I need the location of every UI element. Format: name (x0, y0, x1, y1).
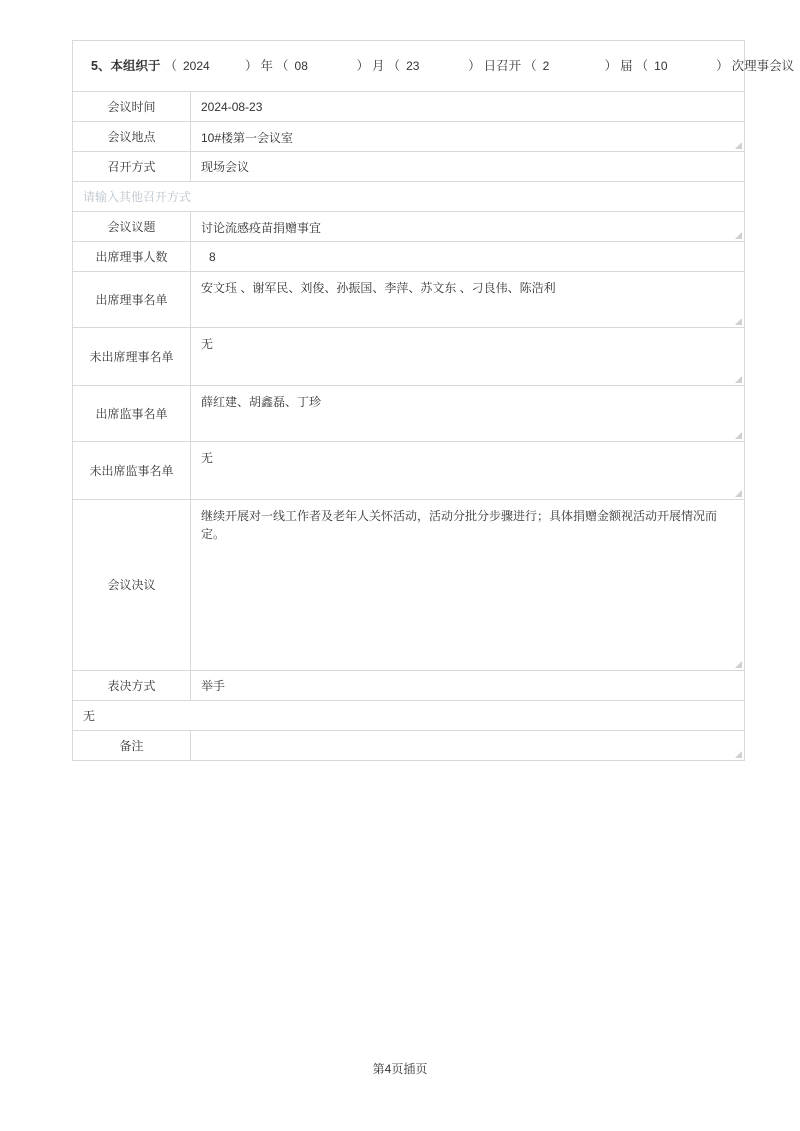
table-row (73, 242, 744, 272)
session-unit-label: 次理事会议 (731, 59, 795, 73)
row-label: 会议决议 (73, 500, 191, 670)
form-header-sentence (73, 41, 795, 92)
table-row (73, 386, 744, 442)
table-row (73, 152, 744, 182)
row-label: 未出席监事名单 (73, 442, 191, 499)
paren-open-term: （ (524, 59, 537, 73)
day-input[interactable]: 23 (406, 59, 420, 73)
table-row (73, 731, 744, 760)
absent-directors-list-field[interactable] (191, 328, 744, 385)
meeting-resolution-field[interactable] (191, 500, 744, 670)
row-value: 举手 (201, 678, 226, 693)
row-value: 8 (209, 249, 216, 264)
paren-open-session: （ (635, 59, 649, 73)
resize-handle-icon[interactable] (734, 375, 742, 383)
voting-method-field[interactable] (191, 671, 744, 700)
month-input[interactable]: 08 (294, 59, 308, 73)
meeting-time-field[interactable] (191, 92, 744, 121)
row-label: 会议地点 (73, 122, 191, 151)
row-value: 10#楼第一会议室 (201, 131, 294, 145)
row-label: 表决方式 (73, 671, 191, 700)
paren-close-day: ） (468, 59, 481, 73)
row-label: 出席理事人数 (73, 242, 191, 271)
row-value: 现场会议 (201, 159, 250, 174)
meeting-record-form (72, 40, 795, 761)
paren-open-day: （ (387, 59, 401, 73)
header-lead-text: 5、本组织于 (91, 59, 161, 73)
paren-close-term: ） (604, 59, 618, 73)
meeting-place-field[interactable] (191, 122, 744, 151)
term-input[interactable]: 2 (542, 59, 550, 73)
row-label: 出席监事名单 (73, 386, 191, 441)
row-label: 召开方式 (73, 152, 191, 181)
other-meeting-mode-input[interactable] (73, 182, 744, 212)
table-row (73, 122, 744, 152)
table-row (73, 92, 744, 122)
paren-open-year: （ (164, 59, 177, 73)
attending-supervisors-list-field[interactable] (191, 386, 744, 441)
page-footer: 第4页插页 (372, 1062, 428, 1076)
row-value: 继续开展对一线工作者及老年人关怀活动，活动分批分步骤进行；具体捐赠金额视活动开展情况而定。 (201, 509, 718, 541)
other-voting-method-value: 无 (83, 709, 96, 723)
row-label: 未出席理事名单 (73, 328, 191, 385)
other-meeting-mode-placeholder: 请输入其他召开方式 (83, 190, 192, 204)
paren-close-month: ） (356, 59, 370, 73)
table-row (73, 212, 744, 242)
attending-directors-list-field[interactable] (191, 272, 744, 327)
row-value: 2024-08-23 (201, 99, 263, 114)
resize-handle-icon[interactable] (734, 231, 742, 239)
row-value: 薛红建、胡鑫磊、丁珍 (201, 395, 322, 409)
resize-handle-icon[interactable] (734, 660, 742, 668)
row-value: 无 (201, 337, 214, 351)
paren-open-month: （ (276, 59, 289, 73)
row-value: 无 (201, 451, 214, 465)
session-input[interactable]: 10 (654, 59, 668, 73)
paren-close-session: ） (716, 59, 729, 73)
month-unit-label: 月 (372, 59, 385, 73)
table-row (73, 671, 744, 701)
year-input[interactable]: 2024 (182, 59, 210, 73)
absent-supervisors-list-field[interactable] (191, 442, 744, 499)
row-label: 备注 (73, 731, 191, 760)
meeting-mode-field[interactable] (191, 152, 744, 181)
day-unit-label: 日召开 (483, 59, 522, 73)
resize-handle-icon[interactable] (734, 431, 742, 439)
attending-directors-count-field[interactable] (191, 242, 744, 271)
resize-handle-icon[interactable] (734, 489, 742, 497)
table-row (73, 442, 744, 500)
remark-field[interactable] (191, 731, 744, 760)
paren-close-year: ） (244, 59, 258, 73)
row-label: 出席理事名单 (73, 272, 191, 327)
row-value: 讨论流感疫苗捐赠事宜 (201, 221, 322, 235)
resize-handle-icon[interactable] (734, 317, 742, 325)
resize-handle-icon[interactable] (734, 141, 742, 149)
year-unit-label: 年 (260, 59, 273, 73)
table-row (73, 272, 744, 328)
table-row (73, 328, 744, 386)
other-voting-method-input[interactable] (73, 701, 744, 731)
resize-handle-icon[interactable] (734, 750, 742, 758)
table-row (73, 500, 744, 671)
term-unit-label: 届 (620, 59, 633, 73)
row-value: 安文珏 、谢军民、刘俊、孙振国、李萍、苏文东 、刁良伟、陈浩利 (201, 281, 556, 295)
row-label: 会议议题 (73, 212, 191, 241)
row-label: 会议时间 (73, 92, 191, 121)
meeting-topic-field[interactable] (191, 212, 744, 241)
